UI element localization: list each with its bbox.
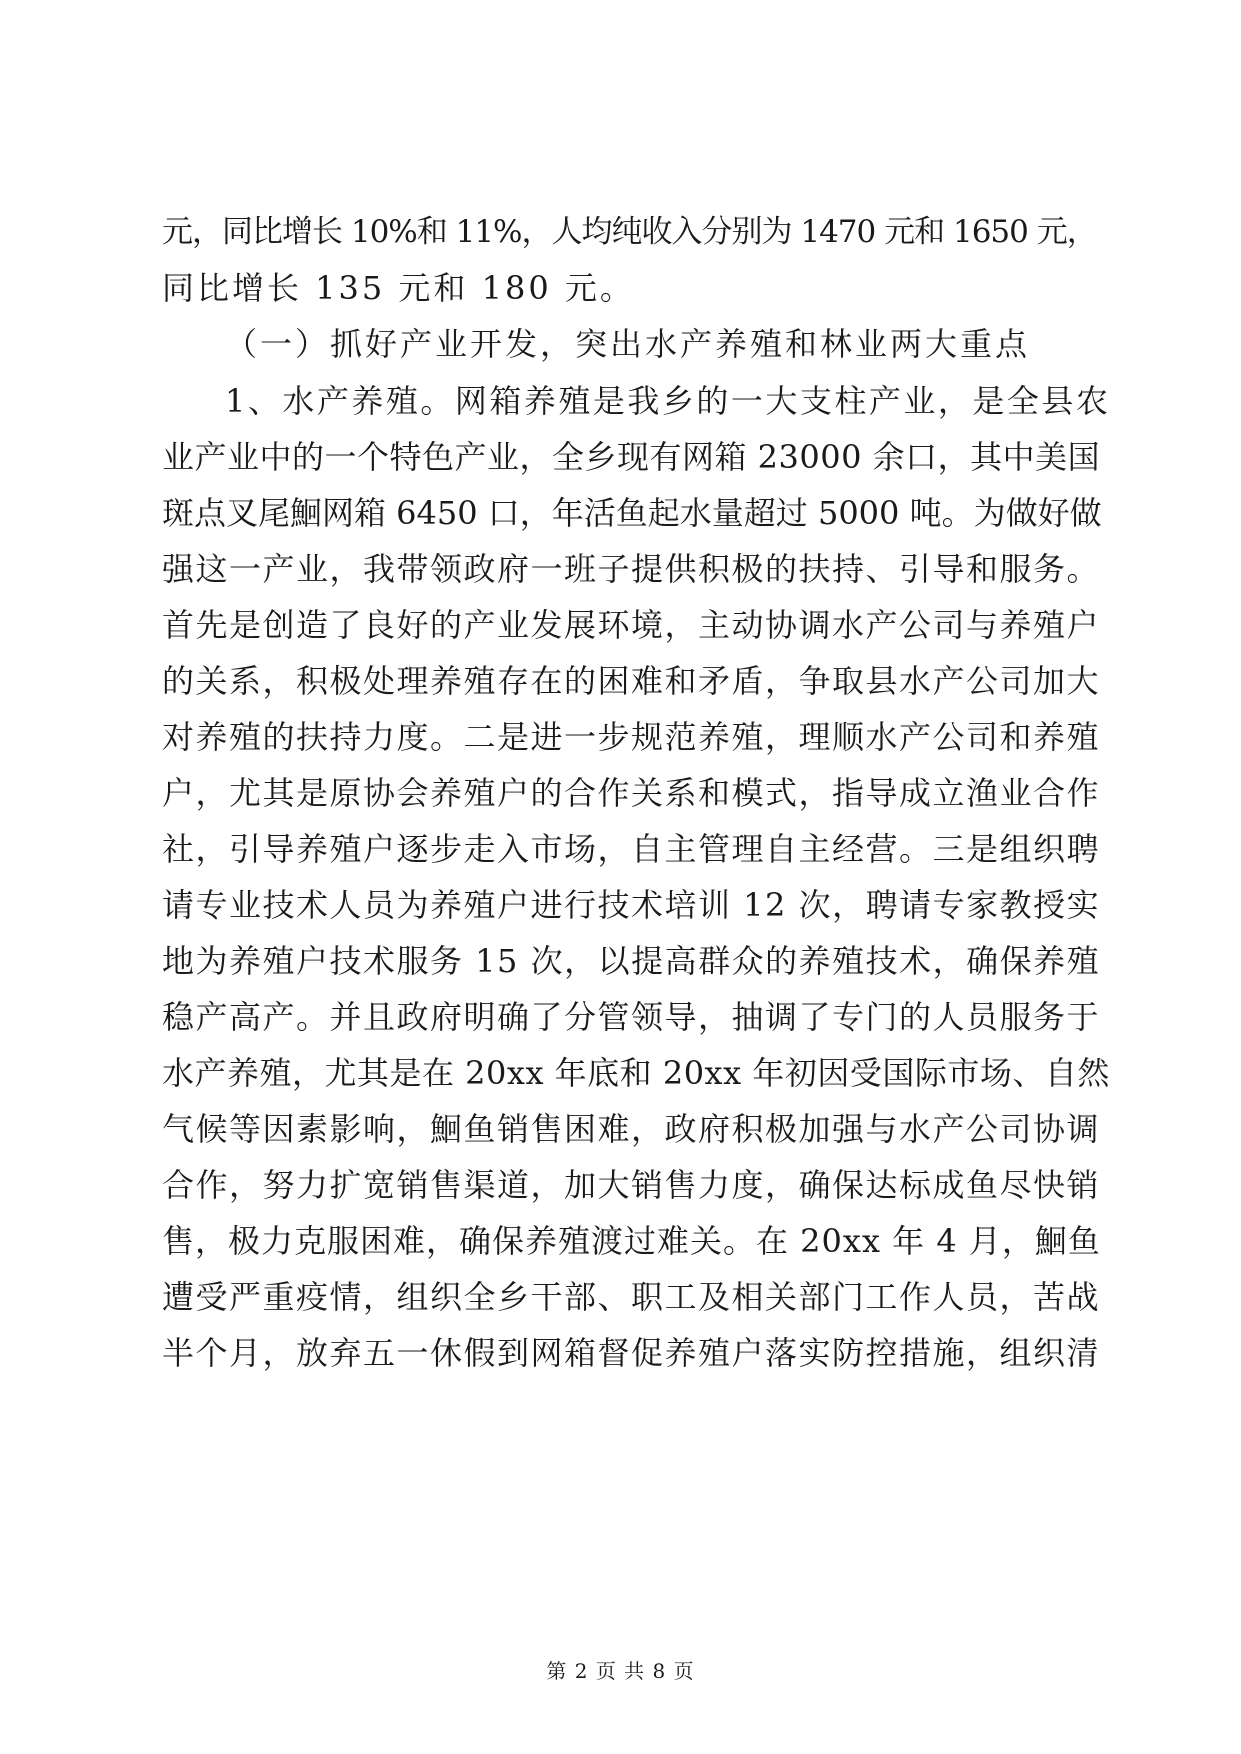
text-line-14: 地为养殖户技术服务 15 次，以提高群众的养殖技术，确保养殖 bbox=[162, 942, 1101, 980]
text-line-11: 户，尤其是原协会养殖户的合作关系和模式，指导成立渔业合作 bbox=[162, 774, 1101, 812]
text-line-4: 1、水产养殖。网箱养殖是我乡的一大支柱产业，是全县农 bbox=[225, 382, 1111, 420]
text-line-19: 售，极力克服困难，确保养殖渡过难关。在 20xx 年 4 月，鮰鱼 bbox=[162, 1222, 1101, 1260]
text-line-9: 的关系，积极处理养殖存在的困难和矛盾，争取县水产公司加大 bbox=[162, 662, 1101, 700]
text-line-18: 合作，努力扩宽销售渠道，加大销售力度，确保达标成鱼尽快销 bbox=[162, 1166, 1101, 1204]
text-line-5: 业产业中的一个特色产业，全乡现有网箱 23000 余口，其中美国 bbox=[162, 438, 1101, 476]
text-line-13: 请专业技术人员为养殖户进行技术培训 12 次，聘请专家教授实 bbox=[162, 886, 1101, 924]
text-line-20: 遭受严重疫情，组织全乡干部、职工及相关部门工作人员，苦战 bbox=[162, 1278, 1101, 1316]
text-line-2: 同比增长 135 元和 180 元。 bbox=[162, 269, 635, 307]
text-line-15: 稳产高产。并且政府明确了分管领导，抽调了专门的人员服务于 bbox=[162, 998, 1101, 1036]
text-line-1: 元，同比增长 10%和 11%，人均纯收入分别为 1470 元和 1650 元， bbox=[162, 214, 1097, 250]
page-number-footer: 第 2 页 共 8 页 bbox=[546, 1659, 695, 1683]
text-line-12: 社，引导养殖户逐步走入市场，自主管理自主经营。三是组织聘 bbox=[162, 830, 1101, 868]
text-line-16: 水产养殖，尤其是在 20xx 年底和 20xx 年初因受国际市场、自然 bbox=[162, 1054, 1110, 1092]
text-line-8: 首先是创造了良好的产业发展环境，主动协调水产公司与养殖户 bbox=[162, 606, 1101, 644]
text-line-7: 强这一产业，我带领政府一班子提供积极的扶持、引导和服务。 bbox=[162, 550, 1101, 588]
text-line-21: 半个月，放弃五一休假到网箱督促养殖户落实防控措施，组织清 bbox=[162, 1334, 1101, 1372]
section-heading: （一）抓好产业开发，突出水产养殖和林业两大重点 bbox=[225, 325, 1031, 363]
text-line-10: 对养殖的扶持力度。二是进一步规范养殖，理顺水产公司和养殖 bbox=[162, 718, 1101, 756]
text-line-6: 斑点叉尾鮰网箱 6450 口，年活鱼起水量超过 5000 吨。为做好做 bbox=[162, 494, 1102, 532]
text-line-17: 气候等因素影响，鮰鱼销售困难，政府积极加强与水产公司协调 bbox=[162, 1110, 1101, 1148]
